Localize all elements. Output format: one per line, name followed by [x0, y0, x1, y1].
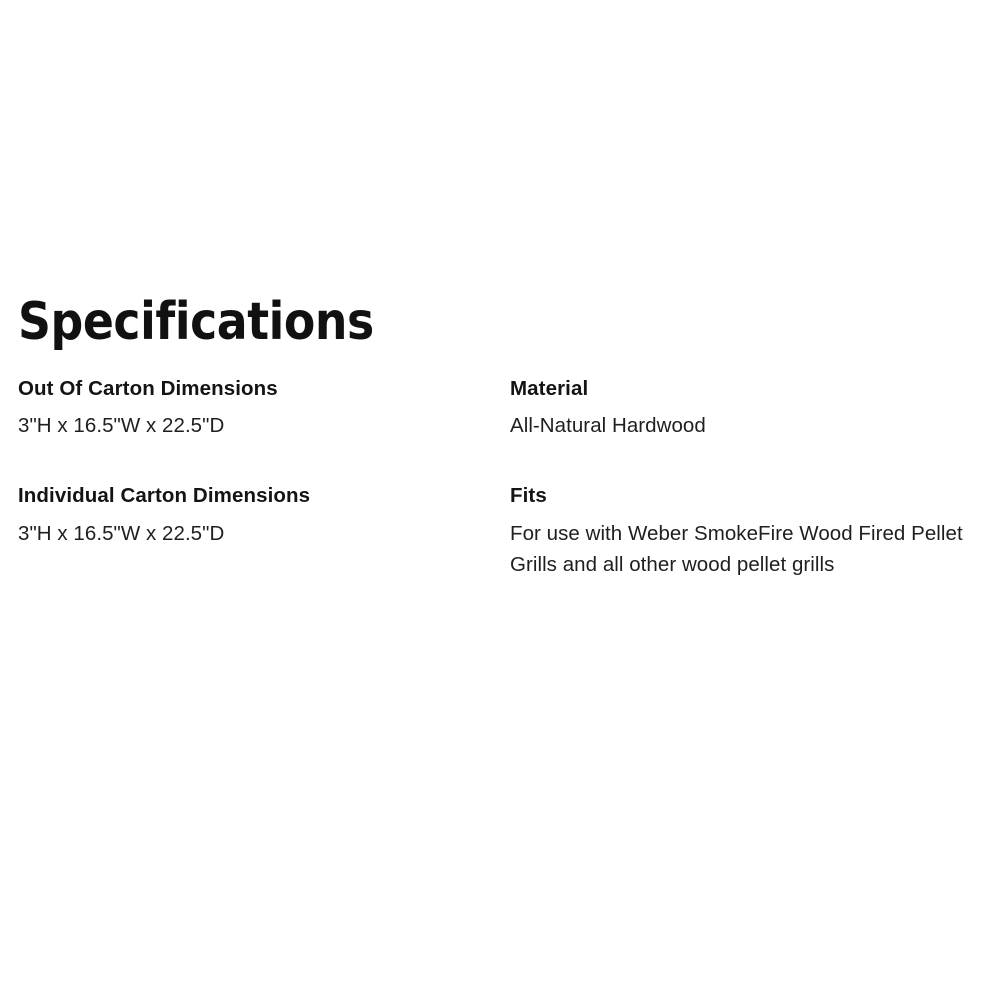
spec-item	[510, 483, 982, 580]
spec-item	[510, 376, 982, 442]
spec-value: 3"H x 16.5"W x 22.5"D	[18, 522, 225, 545]
specifications-left-column	[18, 376, 510, 581]
spec-item	[18, 483, 510, 549]
spec-label: Individual Carton Dimensions	[18, 484, 311, 508]
spec-value: 3"H x 16.5"W x 22.5"D	[18, 414, 225, 438]
spec-label: Material	[510, 376, 589, 400]
spec-label: Fits	[510, 484, 547, 508]
spec-item	[18, 376, 510, 442]
spec-label: Out Of Carton Dimensions	[18, 376, 278, 400]
page-title: Specifications	[18, 292, 374, 352]
specifications-right-column	[510, 376, 982, 581]
spec-value: All-Natural Hardwood	[510, 414, 706, 438]
specifications-grid	[18, 376, 982, 581]
spec-value: For use with Weber SmokeFire Wood Fired Pellet Grills and all other wood pellet grills	[510, 522, 963, 577]
specifications-section	[18, 292, 982, 580]
